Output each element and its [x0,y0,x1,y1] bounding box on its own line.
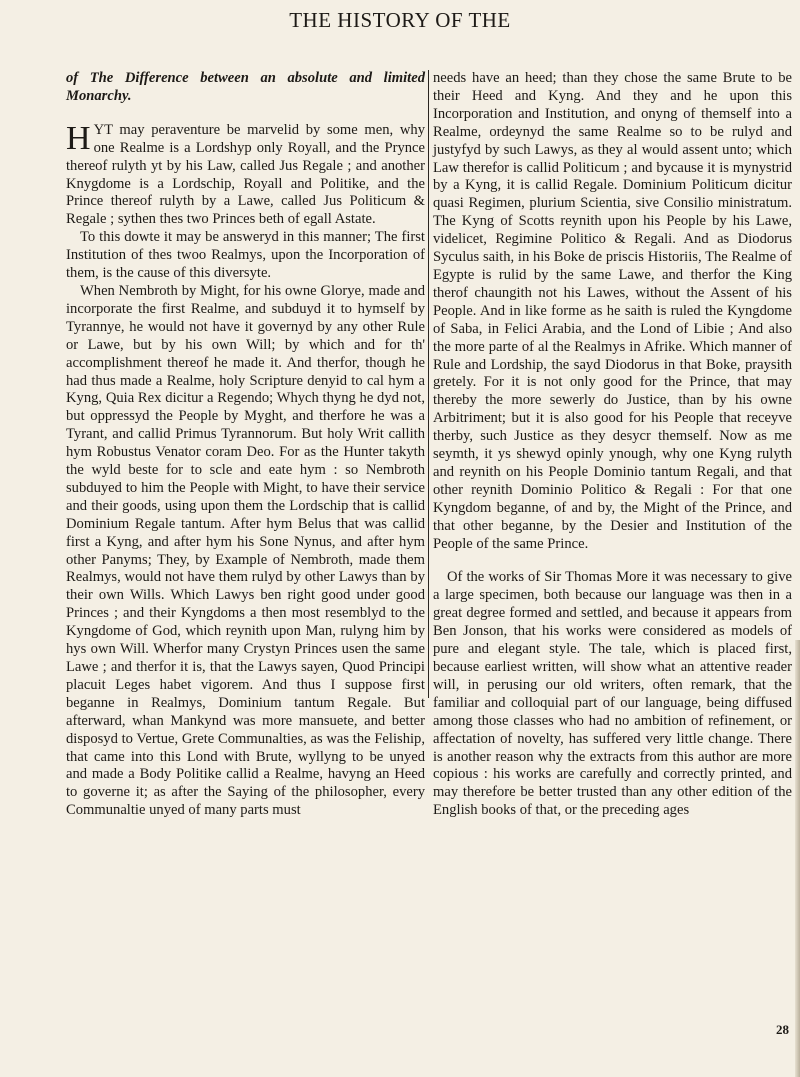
paragraph-1 [66,119,425,229]
page-edge-shadow [795,640,800,1077]
right-column [433,70,792,820]
paragraph-2: To this dowte it may be answeryd in this manner; The first Institution of thes twoo Realmys, upon the Incorporation of them, is the cause of this diversyte. [66,229,425,282]
drop-cap: H [66,119,91,157]
paragraph-5: Of the works of Sir Thomas More it was necessary to give a large specimen, both because our language was then in a great degree formed and settled, and because it appears from Ben Jonson, that his works were considered as models of pure and elegant style. The tale, which is placed first, because earliest written, will show what an attentive reader will, in perusing our old writers, often remark, that the familiar and colloquial part of our language, being diffused among those classes who had no ambition of refinement, or affectation of novelty, has suffered very little change. There is another reason why the extracts from this author are more copious : his works are carefully and correctly printed, and may therefore be better trusted than any other edition of the English books of that, or the preceding ages [433,569,792,819]
page-number: 28 [776,1022,789,1037]
paragraph-3: When Nembroth by Might, for his owne Glorye, made and incorporate the first Realme, and subduyd it to hymself by Tyrannye, he would not have it governyd by any other Rule or Lawe, but by his own Will; by which and for th' accomplishment thereof he made it. And therfor, though he had thus made a Realme, holy Scripture denyid to cal hym a Kyng, Quia Rex dicitur a Regendo; Whych thyng he dyd not, but oppressyd the People by Myght, and therfore he was a Tyrant, and callid Primus Tyrannorum. But holy Writ callith hym Robustus Venator coram Deo. For as the Hunter takyth the wyld beste for to scle and eate hym : so Nembroth subduyed to him the People with Might, to have their service and their goods, using upon them the Lordschip that is callid Dominium Regale tantum. After hym Belus that was callid first a Kyng, and after hym his Sone Nynus, and after hym other Panyms; They, by Example of Nembroth, made them Realmys, would not have them rulyd by other Lawys than by their own Wills. Which Lawys ben right good under good Princes ; and their Kyngdoms a then most resemblyd to the Kyngdome of God, which reynith upon Man, rulyng him by hys own Will. Wherfor many Crystyn Princes usen the same Lawe ; and therfor it is, that the Lawys sayen, Quod Principi placuit Leges habet vigorem. And thus I suppose first beganne in Realmys, Dominium tantum Regale. But afterward, whan Mankynd was more mansuete, and better disposyd to Vertue, Grete Communalties, as was the Feliship, that came into this Lond with Brute, wyllyng to be unyed and made a Body Politike callid a Realme, havyng an Heed to governe it; as after the Saying of the philosopher, every Communaltie unyed of many parts must [66,282,425,819]
section-title: of The Difference between an absolute and limited Monarchy. [66,70,425,104]
left-column [66,70,425,820]
column-divider [428,70,429,698]
paragraph-4: needs have an heed; than they chose the same Brute to be their Heed and Kyng. And they and he upon this Incorporation and Institution, and onyng of themself into a Realme, ordeynyd the same Realme so to be rulyd and justyfyd by such Lawys, as they al would assent unto; which Law therefor is callid Politicum ; and bycause it is mynystrid by a Kyng, it is callid Regale. Dominium Politicum dicitur quasi Regimen, plurium Scientia, sive Consilio ministratum. The Kyng of Scotts reynith upon his People by his Lawe, videlicet, Regimine Politico & Regali. And as Diodorus Syculus saith, in his Boke de priscis Historiis, The Realme of Egypte is rulid by the same Lawe, and therfor the King therof chaungith not his Lawes, without the Assent of his People. And in like forme as he saith is ruled the Kyngdome of Saba, in Felici Arabia, and the Lond of Libie ; And also the more parte of al the Realmys in Afrike. Which manner of Rule and Lordship, the sayd Diodorus in that Boke, praysith gretely. For it is not only good for the Prince, that may thereby the more sewerly do Justice, than by his owne Arbitriment; but it is also good for his People that receyve therby, such Justice as they desycr themself. Now as me seymth, it ys shewyd opinly ynough, why one Kyng rulyth and reynith on his People Dominio tantum Regali, and that other reynith Dominio Politico & Regali : For that one Kyngdom beganne, of and by, the Might of the Prince, and that other beganne, by the Desier and Institution of the People of the same Prince. [433,70,792,552]
paragraph-1-text: YT may peraventure be marvelid by some men, why one Realme is a Lordshyp only Royall, and the Prynce thereof rulyth yt by his Law, called Jus Regale ; and another Knygdome is a Lordschip, Royall and Politike, and the Prince thereof rulyth by a Lawe, called Jus Politicum & Regale ; sythen thes two Princes beth of egall Astate. [66,121,425,228]
running-header: THE HISTORY OF THE [289,8,511,32]
